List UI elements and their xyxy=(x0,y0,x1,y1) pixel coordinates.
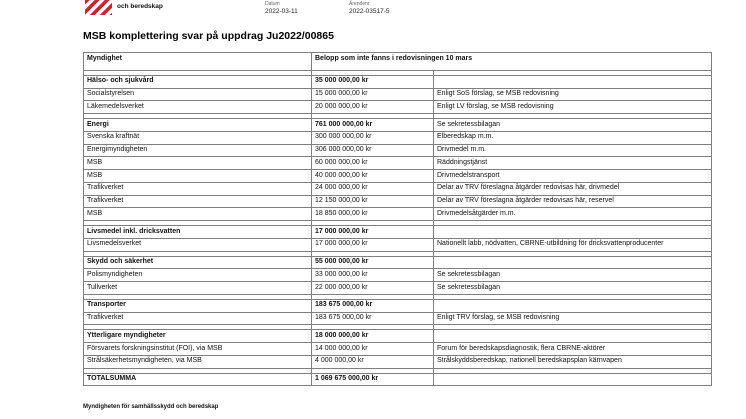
column-header-myndighet: Myndighet xyxy=(84,53,312,71)
cell-myndighet: Energi xyxy=(84,119,312,132)
cell-kommentar: Enligt LV förslag, se MSB redovisning xyxy=(434,101,712,114)
cell-myndighet: Energimyndigheten xyxy=(84,144,312,157)
cell-kommentar: Delar av TRV föreslagna åtgärder redovisas här, reservel xyxy=(434,195,712,208)
cell-myndighet: Försvarets forskningsinstitut (FOI), via MSB xyxy=(84,343,312,356)
table-row xyxy=(84,195,712,208)
cell-belopp: 20 000 000,00 kr xyxy=(312,101,434,114)
cell-kommentar: Nationellt labb, nödvatten, CBRNE-utbildning för dricksvattenproducenter xyxy=(434,238,712,251)
cell-kommentar: Se sekretessbilagan xyxy=(434,282,712,295)
logo-caption: och beredskap xyxy=(117,3,163,10)
cell-myndighet: MSB xyxy=(84,157,312,170)
table-row xyxy=(84,131,712,144)
cell-belopp: 1 069 675 000,00 kr xyxy=(312,373,434,386)
cell-myndighet: Hälso- och sjukvård xyxy=(84,75,312,88)
cell-belopp: 17 000 000,00 kr xyxy=(312,226,434,239)
table-row xyxy=(84,144,712,157)
cell-myndighet: Läkemedelsverket xyxy=(84,101,312,114)
footer-org-name: Myndigheten för samhällsskydd och beredskap xyxy=(83,404,219,410)
cell-myndighet: Livsmedelsverket xyxy=(84,238,312,251)
cell-kommentar: Enligt SoS förslag, se MSB redovisning xyxy=(434,88,712,101)
cell-myndighet: Trafikverket xyxy=(84,182,312,195)
budget-table xyxy=(83,52,712,386)
cell-belopp: 183 675 000,00 kr xyxy=(312,312,434,325)
cell-myndighet: Ytterligare myndigheter xyxy=(84,330,312,343)
msb-logo-stripes-icon xyxy=(85,0,112,15)
cell-kommentar: Se sekretessbilagan xyxy=(434,119,712,132)
cell-belopp: 4 000 000,00 kr xyxy=(312,355,434,368)
cell-myndighet: Socialstyrelsen xyxy=(84,88,312,101)
cell-myndighet: Transporter xyxy=(84,299,312,312)
cell-kommentar xyxy=(434,299,712,312)
cell-kommentar: Enligt TRV förslag, se MSB redovisning xyxy=(434,312,712,325)
cell-belopp: 306 000 000,00 kr xyxy=(312,144,434,157)
table-row xyxy=(84,88,712,101)
table-row xyxy=(84,170,712,183)
table-row xyxy=(84,355,712,368)
table-header-row xyxy=(84,53,712,71)
cell-myndighet: Svenska kraftnät xyxy=(84,131,312,144)
table-row xyxy=(84,269,712,282)
cell-kommentar xyxy=(434,373,712,386)
cell-belopp: 24 000 000,00 kr xyxy=(312,182,434,195)
cell-myndighet: Trafikverket xyxy=(84,195,312,208)
cell-belopp: 18 000 000,00 kr xyxy=(312,330,434,343)
table-row xyxy=(84,101,712,114)
cell-belopp: 40 000 000,00 kr xyxy=(312,170,434,183)
cell-belopp: 761 000 000,00 kr xyxy=(312,119,434,132)
cell-kommentar: Forum för beredskapsdiagnostik, flera CBRNE-aktörer xyxy=(434,343,712,356)
document-title: MSB komplettering svar på uppdrag Ju2022/00865 xyxy=(83,30,334,42)
reference-label: Ärendenr xyxy=(349,1,370,7)
table-row xyxy=(84,312,712,325)
table-row xyxy=(84,75,712,88)
cell-kommentar xyxy=(434,75,712,88)
cell-belopp: 18 850 000,00 kr xyxy=(312,208,434,221)
table-row xyxy=(84,373,712,386)
date-block xyxy=(265,0,298,16)
cell-belopp: 183 675 000,00 kr xyxy=(312,299,434,312)
cell-myndighet: Tullverket xyxy=(84,282,312,295)
cell-belopp: 17 000 000,00 kr xyxy=(312,238,434,251)
table-row xyxy=(84,238,712,251)
reference-value: 2022-03517-5 xyxy=(349,8,390,15)
date-label: Datum xyxy=(265,1,280,7)
table-row xyxy=(84,256,712,269)
cell-kommentar: Drivmedel m.m. xyxy=(434,144,712,157)
cell-belopp: 55 000 000,00 kr xyxy=(312,256,434,269)
table-row xyxy=(84,282,712,295)
cell-belopp: 15 000 000,00 kr xyxy=(312,88,434,101)
cell-myndighet: Skydd och säkerhet xyxy=(84,256,312,269)
cell-kommentar: Drivmedelstransport xyxy=(434,170,712,183)
cell-myndighet: Polismyndigheten xyxy=(84,269,312,282)
report-table-body xyxy=(84,70,712,386)
table-row xyxy=(84,208,712,221)
cell-belopp: 33 000 000,00 kr xyxy=(312,269,434,282)
cell-kommentar: Drivmedelsåtgärder m.m. xyxy=(434,208,712,221)
cell-myndighet: Livsmedel inkl. dricksvatten xyxy=(84,226,312,239)
cell-belopp: 35 000 000,00 kr xyxy=(312,75,434,88)
date-value: 2022-03-11 xyxy=(265,8,298,15)
table-row xyxy=(84,157,712,170)
reference-block xyxy=(349,0,389,16)
cell-kommentar xyxy=(434,256,712,269)
cell-myndighet: MSB xyxy=(84,170,312,183)
cell-myndighet: Trafikverket xyxy=(84,312,312,325)
cell-kommentar: Räddningstjänst xyxy=(434,157,712,170)
cell-belopp: 14 000 000,00 kr xyxy=(312,343,434,356)
cell-myndighet: TOTALSUMMA xyxy=(84,373,312,386)
cell-myndighet: Strålsäkerhetsmyndigheten, via MSB xyxy=(84,355,312,368)
cell-kommentar: Strålskyddsberedskap, nationell beredskapsplan kärnvapen xyxy=(434,355,712,368)
cell-belopp: 22 000 000,00 kr xyxy=(312,282,434,295)
cell-kommentar xyxy=(434,330,712,343)
cell-kommentar: Elberedskap m.m. xyxy=(434,131,712,144)
cell-kommentar: Se sekretessbilagan xyxy=(434,269,712,282)
column-header-belopp: Belopp som inte fanns i redovisningen 10 mars xyxy=(312,53,712,71)
cell-myndighet: MSB xyxy=(84,208,312,221)
cell-belopp: 300 000 000,00 kr xyxy=(312,131,434,144)
cell-kommentar xyxy=(434,226,712,239)
table-row xyxy=(84,226,712,239)
table-row xyxy=(84,119,712,132)
table-row xyxy=(84,330,712,343)
table-row xyxy=(84,182,712,195)
cell-belopp: 12 150 000,00 kr xyxy=(312,195,434,208)
cell-belopp: 60 000 000,00 kr xyxy=(312,157,434,170)
table-row xyxy=(84,299,712,312)
cell-kommentar: Delar av TRV föreslagna åtgärder redovisas här, drivmedel xyxy=(434,182,712,195)
table-row xyxy=(84,343,712,356)
